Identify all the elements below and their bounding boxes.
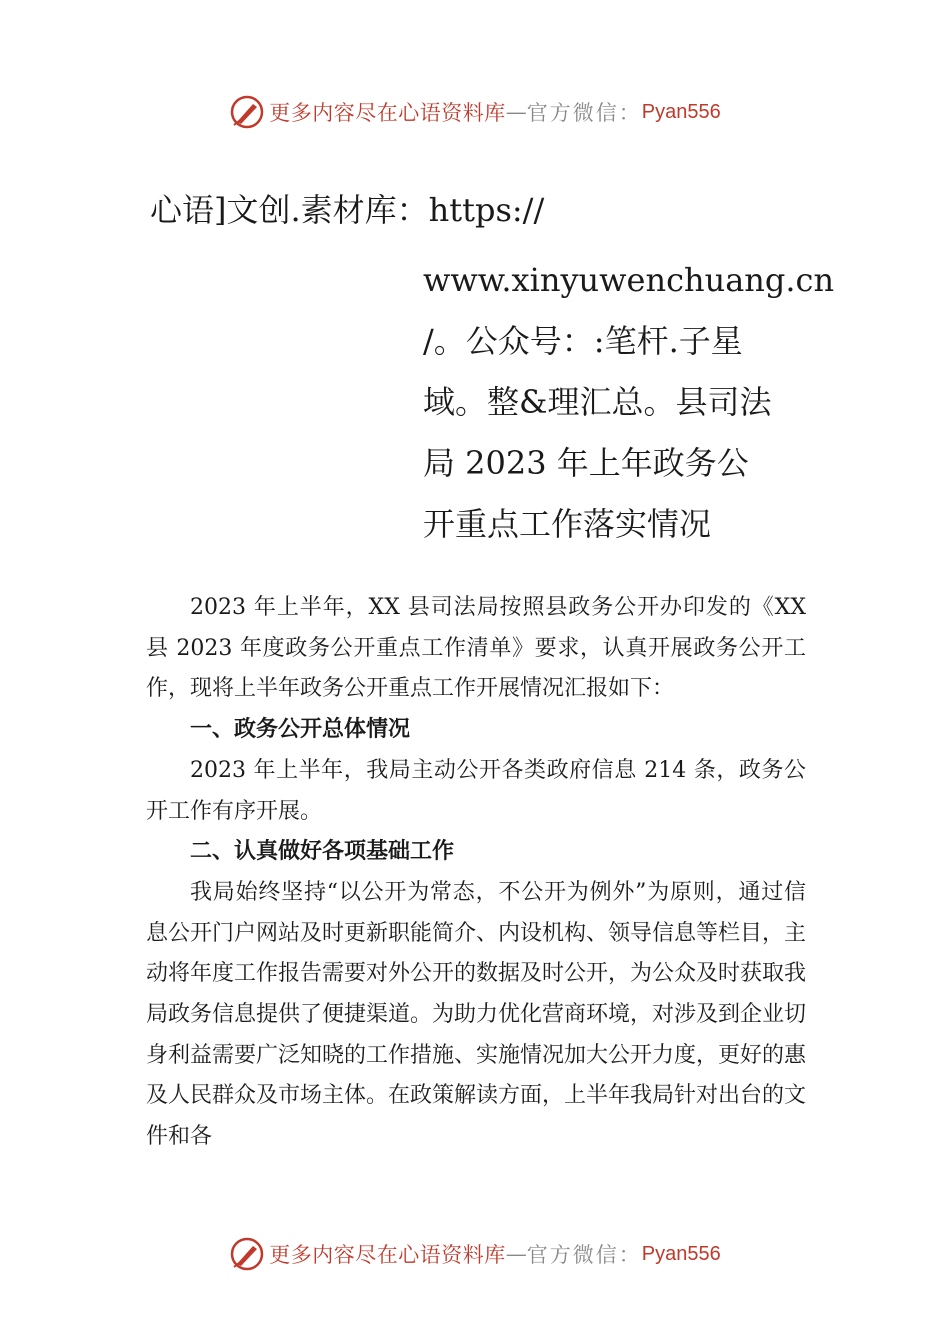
title-line-1: 心语]文创.素材库：https://: [150, 191, 545, 229]
banner-site-text: 更多内容尽在心语资料库: [269, 1243, 506, 1267]
paragraph-basic-work: 我局始终坚持“以公开为常态，不公开为例外”为原则，通过信息公开门户网站及时更新职能简介、内设机构、领导信息等栏目，主动将年度工作报告需要对外公开的数据及时公开，为公众及时获取我局政务信息提供了便捷渠道。为助力优化营商环境，对涉及到企业切身利益需要广泛知晓的工作措施、实施情况加大公开力度，更好的惠及人民群众及市场主体。在政策解读方面，上半年我局针对出台的文件和各: [146, 879, 807, 1150]
banner-wechat-id: Pyan556: [641, 100, 721, 123]
paragraph-intro: 2023 年上半年，XX 县司法局按照县政务公开办印发的《XX 县 2023 年度政务公开重点工作清单》要求，认真开展政务公开工作，现将上半年政务公开重点工作开展情况汇报如下：: [146, 595, 806, 702]
banner-site-text: 更多内容尽在心语资料库: [269, 101, 506, 125]
section-heading-1: 一、政务公开总体情况: [190, 717, 411, 743]
title-line: 开重点工作落实情况: [423, 505, 712, 543]
document-title: [423, 250, 835, 555]
document-body: [146, 588, 806, 1158]
section-heading-2: 二、认真做好各项基础工作: [190, 839, 455, 865]
title-line: 域。整&理汇总。县司法: [423, 383, 772, 421]
banner-dash: —: [505, 100, 527, 124]
header-banner: [0, 92, 950, 132]
pen-logo-icon: [229, 94, 265, 130]
title-line: www.xinyuwenchuang.cn: [423, 261, 835, 299]
title-line: 局 2023 年上年政务公: [423, 444, 749, 482]
paragraph-overview: 2023 年上半年，我局主动公开各类政府信息 214 条，政务公开工作有序开展。: [146, 757, 806, 824]
title-line: /。公众号：:笔杆.子星: [423, 322, 743, 360]
banner-wechat-label: 官方微信：: [526, 1243, 642, 1267]
footer-banner: [0, 1234, 950, 1274]
pen-logo-icon: [229, 1236, 265, 1272]
banner-dash: —: [505, 1242, 527, 1266]
banner-wechat-label: 官方微信：: [526, 101, 642, 125]
banner-wechat-id: Pyan556: [641, 1242, 721, 1265]
